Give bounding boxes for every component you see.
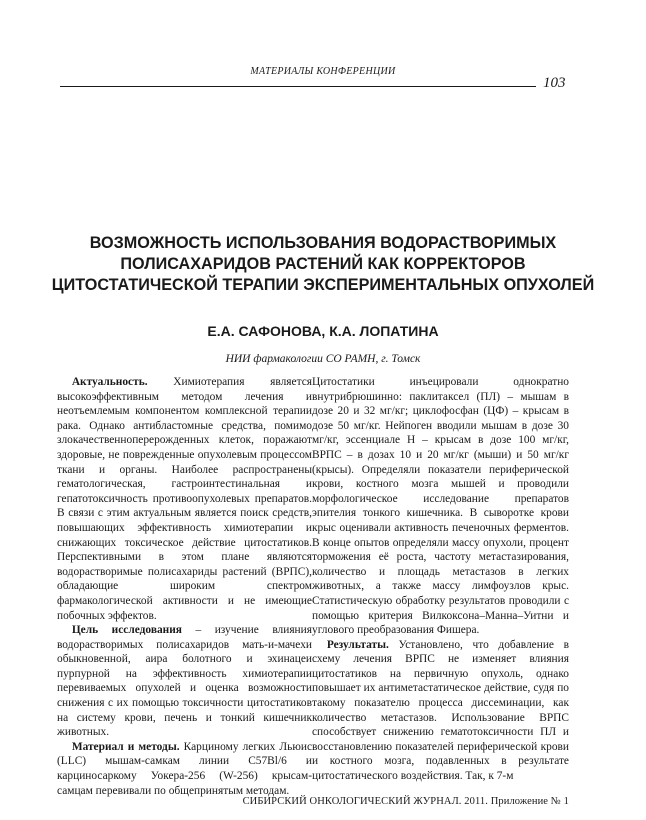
article-title: ВОЗМОЖНОСТЬ ИСПОЛЬЗОВАНИЯ ВОДОРАСТВОРИМЫХ ПОЛИСАХАРИДОВ РАСТЕНИЙ КАК КОРРЕКТОРОВ ЦИТОСТАТИЧЕСКОЙ ТЕРАПИИ ЭКСПЕРИМЕНТАЛЬНЫХ ОПУХОЛЕЙ bbox=[51, 234, 595, 294]
article-authors: Е.А. САФОНОВА, К.А. ЛОПАТИНА bbox=[207, 323, 439, 339]
heading-results: Результаты. bbox=[326, 638, 389, 651]
text-aim: – изучение влияния водорастворимых полисахаридов мать-и-мачехи обыкновенной, аира болотного и эхинацеи пурпурной на эффективность химиотерапии перевиваемых опухолей и оценка возможности снижения с их помощью токсичности цитостатиков на систему крови, печень и тонкий кишечник животных. bbox=[57, 624, 312, 739]
heading-aim: Цель исследования bbox=[71, 624, 182, 637]
text-results: Установлено, что добавление в схему лечения ВРПС не изменяет влияния цитостатиков на первичную опухоль, однако повышает их антиметастатическое действие, судя по такому показателю процесса диссеминации, как количество метастазов. Использование ВРПС способствует снижению гематотоксичности ПЛ и восстановлению показателей периферической крови и костного мозга, подавленных в результате цитостатического воздействия. Так, к 7-м bbox=[312, 638, 569, 783]
text-methods-part-2: Цитостатики инъецировали однократно внутрибрюшинно: паклитаксел (ПЛ) – мышам в дозе 20 и 32 мг/кг; циклофосфан (ЦФ) – крысам в дозе 50 мг/кг. Нейпоген вводили мышам в дозе 30 мг/кг, эссенциале Н – крысам в дозе 100 мг/кг, ВРПС – в дозах 10 и 20 мг/кг (мыши) и 50 мг/кг (крысы). Определяли показатели периферической крови, костного мозга мышей и проводили морфологическое исследование препаратов эпителия тонкого кишечника. В сыворотке крови крыс оценивали активность печеночных ферментов. В конце опытов определяли массу опухоли, процент торможения её роста, частоту метастазирования, количество и площадь метастазов в легких животных, а также массу лимфоузлов крыс. Статистическую обработку результатов проводили с помощью критерия Вилкоксона–Манна–Уитни и углового преобразования Фишера. bbox=[312, 376, 569, 637]
paragraph-methods bbox=[57, 740, 312, 798]
text-relevance: Химиотерапия является высокоэффективным методом лечения и неотъемлемым компонентом комплексной терапии рака. Однако антибластомные средства, помимо злокачественноперерожденных клеток, поражают здоровые, не поврежденные опухолевым процессом ткани и органы. Наиболее распространены гематологическая, гастроинтестинальная и гепатотоксичность противоопухолевых препаратов. В связи с этим актуальным является поиск средств, повышающих эффективность химиотерапии и снижающих токсическое действие цитостатиков. Перспективными в этом плане являются водорастворимые полисахариды растений (ВРПС), обладающие широким спектром фармакологической активности и не имеющие побочных эффектов. bbox=[57, 376, 312, 622]
article-affiliation: НИИ фармакологии СО РАМН, г. Томск bbox=[225, 353, 421, 365]
paragraph-results bbox=[312, 638, 569, 784]
running-header: МАТЕРИАЛЫ КОНФЕРЕНЦИИ bbox=[250, 66, 396, 77]
heading-relevance: Актуальность. bbox=[71, 376, 148, 388]
text-column-right bbox=[312, 375, 569, 784]
journal-footer: СИБИРСКИЙ ОНКОЛОГИЧЕСКИЙ ЖУРНАЛ. 2011. Приложение № 1 bbox=[242, 796, 569, 807]
paragraph-relevance bbox=[57, 375, 312, 623]
paragraph-aim bbox=[57, 623, 312, 740]
header-rule bbox=[60, 86, 536, 87]
text-column-left bbox=[57, 375, 312, 798]
text-methods-part-1: Карциному легких Льюис (LLC) мышам-самкам линии C57Bl/6 и карциносаркому Уокера-256 (W-256) крысам-самцам перевивали по общепринятым методам. bbox=[57, 740, 312, 797]
paragraph-methods-continued bbox=[312, 375, 569, 638]
heading-methods: Материал и методы. bbox=[71, 740, 180, 753]
page-number: 103 bbox=[543, 75, 566, 91]
